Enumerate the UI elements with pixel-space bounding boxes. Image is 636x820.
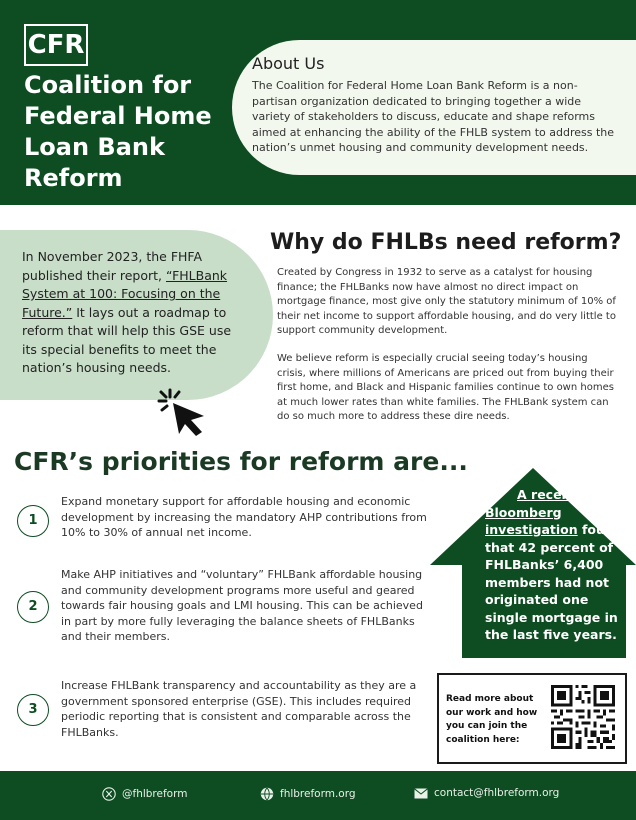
priority-number-2: 2 <box>17 591 49 623</box>
footer-website[interactable] <box>260 787 356 801</box>
bloomberg-investigation-link[interactable]: A recent Bloomberg investigation <box>485 487 578 537</box>
why-paragraph-1: Created by Congress in 1932 to serve as a catalyst for housing finance; the FHLBanks now have almost no direct impact on mortgage finance, most give only the statutory minimum of 10% of their net income to support affordable housing, and do very little to support community development. <box>277 267 616 336</box>
bloomberg-stat <box>485 486 627 644</box>
footer-website-url: fhlbreform.org <box>280 788 356 800</box>
org-title: Coalition for Federal Home Loan Bank Reform <box>24 71 212 192</box>
qr-code-icon[interactable] <box>551 685 615 749</box>
priority-number-1: 1 <box>17 505 49 537</box>
footer-email-address: contact@fhlbreform.org <box>434 787 560 799</box>
globe-icon <box>260 787 274 801</box>
why-paragraph-2: We believe reform is especially crucial seeing today’s housing crisis, where millions of Americans are priced out from buying their first home, and Black and Hispanic families continue to own homes at much lower rates than white families. The FHLBank system can do so much more to address these dire needs. <box>277 353 614 422</box>
fhfa-text-pre: In November 2023, the FHFA published their report, <box>22 249 203 283</box>
priority-number-3: 3 <box>17 694 49 726</box>
about-title: About Us <box>252 54 325 73</box>
qr-caption: Read more about our work and how you can join the coalition here: <box>446 694 538 745</box>
footer-email[interactable] <box>414 787 559 799</box>
fhfa-text-post: It lays out a roadmap to reform that will help this GSE use its special benefits to meet the nation’s housing needs. <box>22 304 232 375</box>
about-text: The Coalition for Federal Home Loan Bank Reform is a non-partisan organization dedicated to bringing together a wide variety of stakeholders to discuss, educate and shape reforms aimed at enhancing the ability of the FHLB system to address the nation’s unmet housing and community development needs. <box>252 79 615 154</box>
why-title: Why do FHLBs need reform? <box>270 230 622 255</box>
priority-text-1: Expand monetary support for affordable housing and economic development by increasing the mandatory AHP contributions from 10% to 30% of annual net income. <box>61 495 427 539</box>
footer-social[interactable] <box>102 787 187 801</box>
bloomberg-stat-text: found that 42 percent of FHLBanks’ 6,400 members had not originated one single mortgage in the last five years. <box>485 522 623 642</box>
envelope-icon <box>414 788 428 799</box>
fhfa-report-link[interactable]: “FHLBank System at 100: Focusing on the Future.” <box>22 267 228 320</box>
fhfa-callout-text <box>22 248 234 378</box>
cfr-logo: CFR <box>24 24 88 66</box>
footer-social-handle: @fhlbreform <box>122 788 188 800</box>
x-logo-icon <box>102 787 116 801</box>
priority-text-2: Make AHP initiatives and “voluntary” FHLBank affordable housing and community development programs more useful and geared towards fair housing goals and LMI housing. This can be achieved in part by more fully leveraging the balance sheets of FHLBanks and their members. <box>61 568 423 643</box>
priority-text-3: Increase FHLBank transparency and accountability as they are a government sponsored enterprise (GSE). This includes required periodic reporting that is consistent and comparable across the FHLBanks. <box>61 679 417 739</box>
cursor-click-icon <box>156 386 212 438</box>
priorities-title: CFR’s priorities for reform are... <box>14 447 468 476</box>
